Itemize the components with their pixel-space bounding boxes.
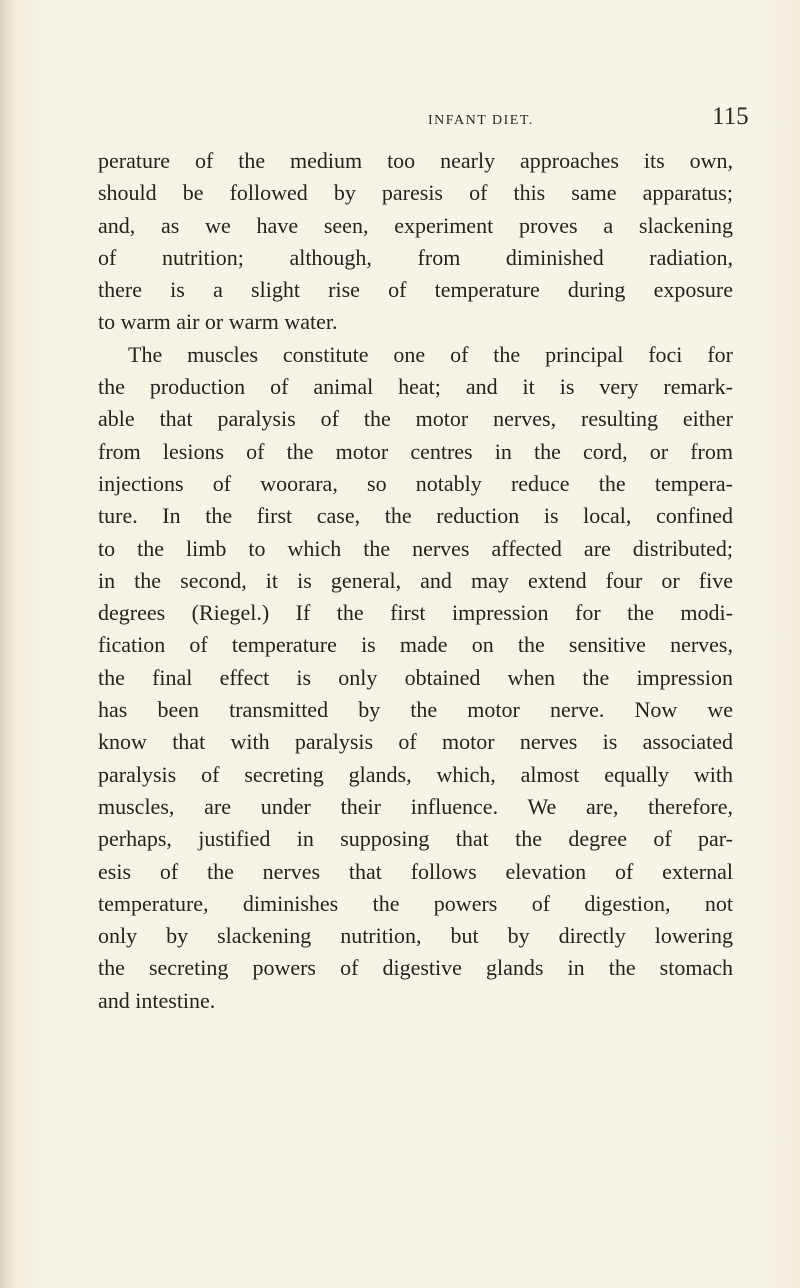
text-line: degrees (Riegel.) If the first impression for the modi- bbox=[98, 600, 733, 626]
text-line: should be followed by paresis of this same apparatus; bbox=[98, 180, 733, 206]
body-text bbox=[98, 145, 733, 1017]
running-title: INFANT DIET. bbox=[428, 113, 534, 128]
text-line: to the limb to which the nerves affected are distributed; bbox=[98, 535, 733, 561]
text-line: paralysis of secreting glands, which, almost equally with bbox=[98, 761, 733, 787]
text-line: from lesions of the motor centres in the cord, or from bbox=[98, 438, 733, 464]
text-line: esis of the nerves that follows elevation of external bbox=[98, 858, 733, 884]
text-line: muscles, are under their influence. We are, therefore, bbox=[98, 793, 733, 819]
text-line: the final effect is only obtained when the impression bbox=[98, 664, 733, 690]
text-line: and, as we have seen, experiment proves a slackening bbox=[98, 212, 733, 238]
text-line: perature of the medium too nearly approaches its own, bbox=[98, 148, 733, 173]
text-line: has been transmitted by the motor nerve. Now we bbox=[98, 697, 733, 723]
running-head bbox=[0, 103, 800, 143]
text-line: there is a slight rise of temperature during exposure bbox=[98, 277, 733, 303]
text-line: of nutrition; although, from diminished radiation, bbox=[98, 244, 733, 270]
text-line: The muscles constitute one of the principal foci for bbox=[128, 341, 733, 367]
text-line: only by slackening nutrition, but by directly lowering bbox=[98, 923, 733, 949]
text-line: know that with paralysis of motor nerves is associated bbox=[98, 729, 733, 755]
text-line: temperature, diminishes the powers of digestion, not bbox=[98, 890, 733, 916]
text-line: able that paralysis of the motor nerves, resulting either bbox=[98, 406, 733, 432]
text-line: the secreting powers of digestive glands in the stomach bbox=[98, 955, 733, 981]
text-line: in the second, it is general, and may extend four or five bbox=[98, 567, 733, 593]
text-line: to warm air or warm water. bbox=[98, 309, 338, 335]
text-line: and intestine. bbox=[98, 987, 216, 1013]
page-gutter-shadow bbox=[0, 0, 14, 1288]
text-line: fication of temperature is made on the sensitive nerves, bbox=[98, 632, 733, 658]
page-number: 115 bbox=[712, 103, 749, 130]
text-line: the production of animal heat; and it is very remark- bbox=[98, 374, 733, 400]
text-line: injections of woorara, so notably reduce the tempera- bbox=[98, 470, 733, 496]
text-line: ture. In the first case, the reduction is local, confined bbox=[98, 503, 733, 529]
text-line: perhaps, justified in supposing that the degree of par- bbox=[98, 826, 733, 852]
